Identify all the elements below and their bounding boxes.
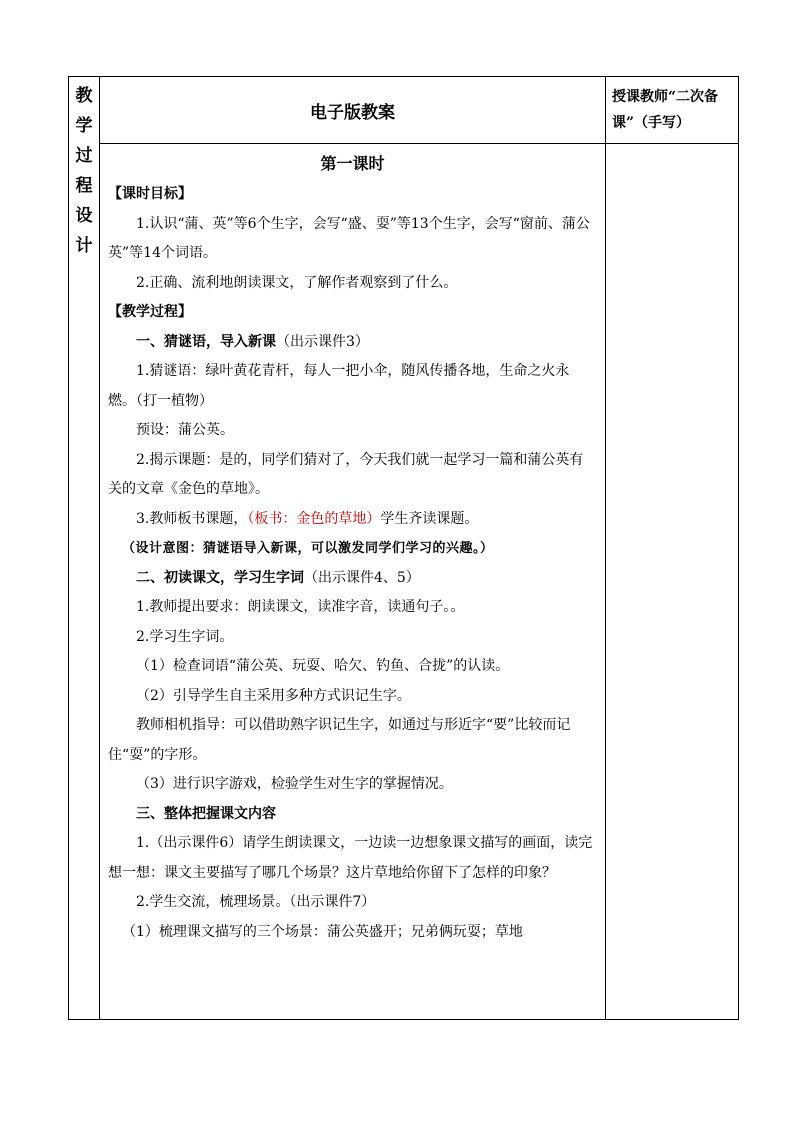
design-intent: （设计意图：猜谜语导入新课，可以激发同学们学习的兴趣。）: [122, 541, 494, 556]
paragraph: （1）梳理课文描写的三个场景：蒲公英盛开；兄弟俩玩耍；草地: [122, 923, 523, 940]
part1-note: （出示课件3）: [276, 333, 369, 350]
side-char: 程: [75, 176, 93, 196]
board-writing: （板书：金色的草地）: [247, 510, 381, 527]
paragraph: 2.学习生字词。: [136, 628, 234, 645]
paragraph: 教师相机指导：可以借助熟字识记生字，如通过与形近字“要”比较而记住“耍”的字形。: [108, 717, 571, 763]
paragraph: （1）检查词语“蒲公英、玩耍、哈欠、钓鱼、合拢”的认读。: [136, 658, 510, 674]
text-span: 3.教师板书课题，: [136, 510, 248, 527]
paragraph: （3）进行识字游戏，检验学生对生字的掌握情况。: [136, 776, 453, 792]
goal-item: 2.正确、流利地朗读课文，了解作者观察到了什么。: [136, 274, 458, 291]
lesson-title: 第一课时: [320, 154, 385, 173]
paragraph: 1.猜谜语：绿叶黄花青杆，每人一把小伞，随风传播各地，生命之火永燃。（打一植物）: [108, 363, 570, 409]
paragraph: 1.（出示课件6）请学生朗读课文，一边读一边想象课文描写的画面，读完想一想：课文主要描写了哪几个场景？这片草地给你留下了怎样的印象？: [108, 835, 593, 881]
side-char: 过: [75, 146, 93, 166]
part1-heading-line: [108, 328, 597, 358]
goals-heading: 【课时目标】: [108, 186, 192, 202]
part2-heading: 二、初读课文，学习生字词: [136, 569, 304, 586]
paragraph: 预设：蒲公英。: [136, 422, 234, 438]
handwritten-notes-column: [606, 144, 739, 1020]
header-middle: 电子版教案: [100, 77, 606, 144]
paragraph: [108, 505, 597, 535]
part3-heading: 三、整体把握课文内容: [136, 805, 276, 822]
side-label: [69, 77, 100, 1020]
paragraph: （2）引导学生自主采用多种方式识记生字。: [136, 687, 411, 704]
paragraph: 2.学生交流，梳理场景。（出示课件7）: [136, 894, 376, 910]
part1-heading: 一、猜谜语，导入新课: [136, 333, 276, 350]
header-right: 授课教师“二次备课”（手写）: [606, 77, 739, 144]
side-char: 计: [75, 236, 93, 256]
content-row: [69, 144, 739, 1020]
part2-note: （出示课件4、5）: [304, 569, 420, 586]
paragraph: 2.揭示课题：是的，同学们猜对了，今天我们就一起学习一篇和蒲公英有关的文章《金色的草地》。: [108, 451, 584, 497]
process-heading: 【教学过程】: [108, 304, 192, 320]
part2-heading-line: [108, 564, 597, 594]
goal-item: 1.认识“蒲、英”等6个生字，会写“盛、耍”等13个生字，会写“窗前、蒲公英”等14个词语。: [108, 215, 590, 261]
lesson-plan-table: [68, 76, 739, 1020]
header-row: [69, 77, 739, 144]
side-char: 学: [75, 116, 93, 136]
lesson-content: [100, 144, 606, 1020]
side-char: 教: [75, 86, 93, 106]
side-char: 设: [75, 206, 93, 226]
paragraph: 1.教师提出要求：朗读课文，读准字音，读通句子。。: [136, 599, 465, 615]
text-span: 学生齐读课题。: [380, 510, 479, 527]
